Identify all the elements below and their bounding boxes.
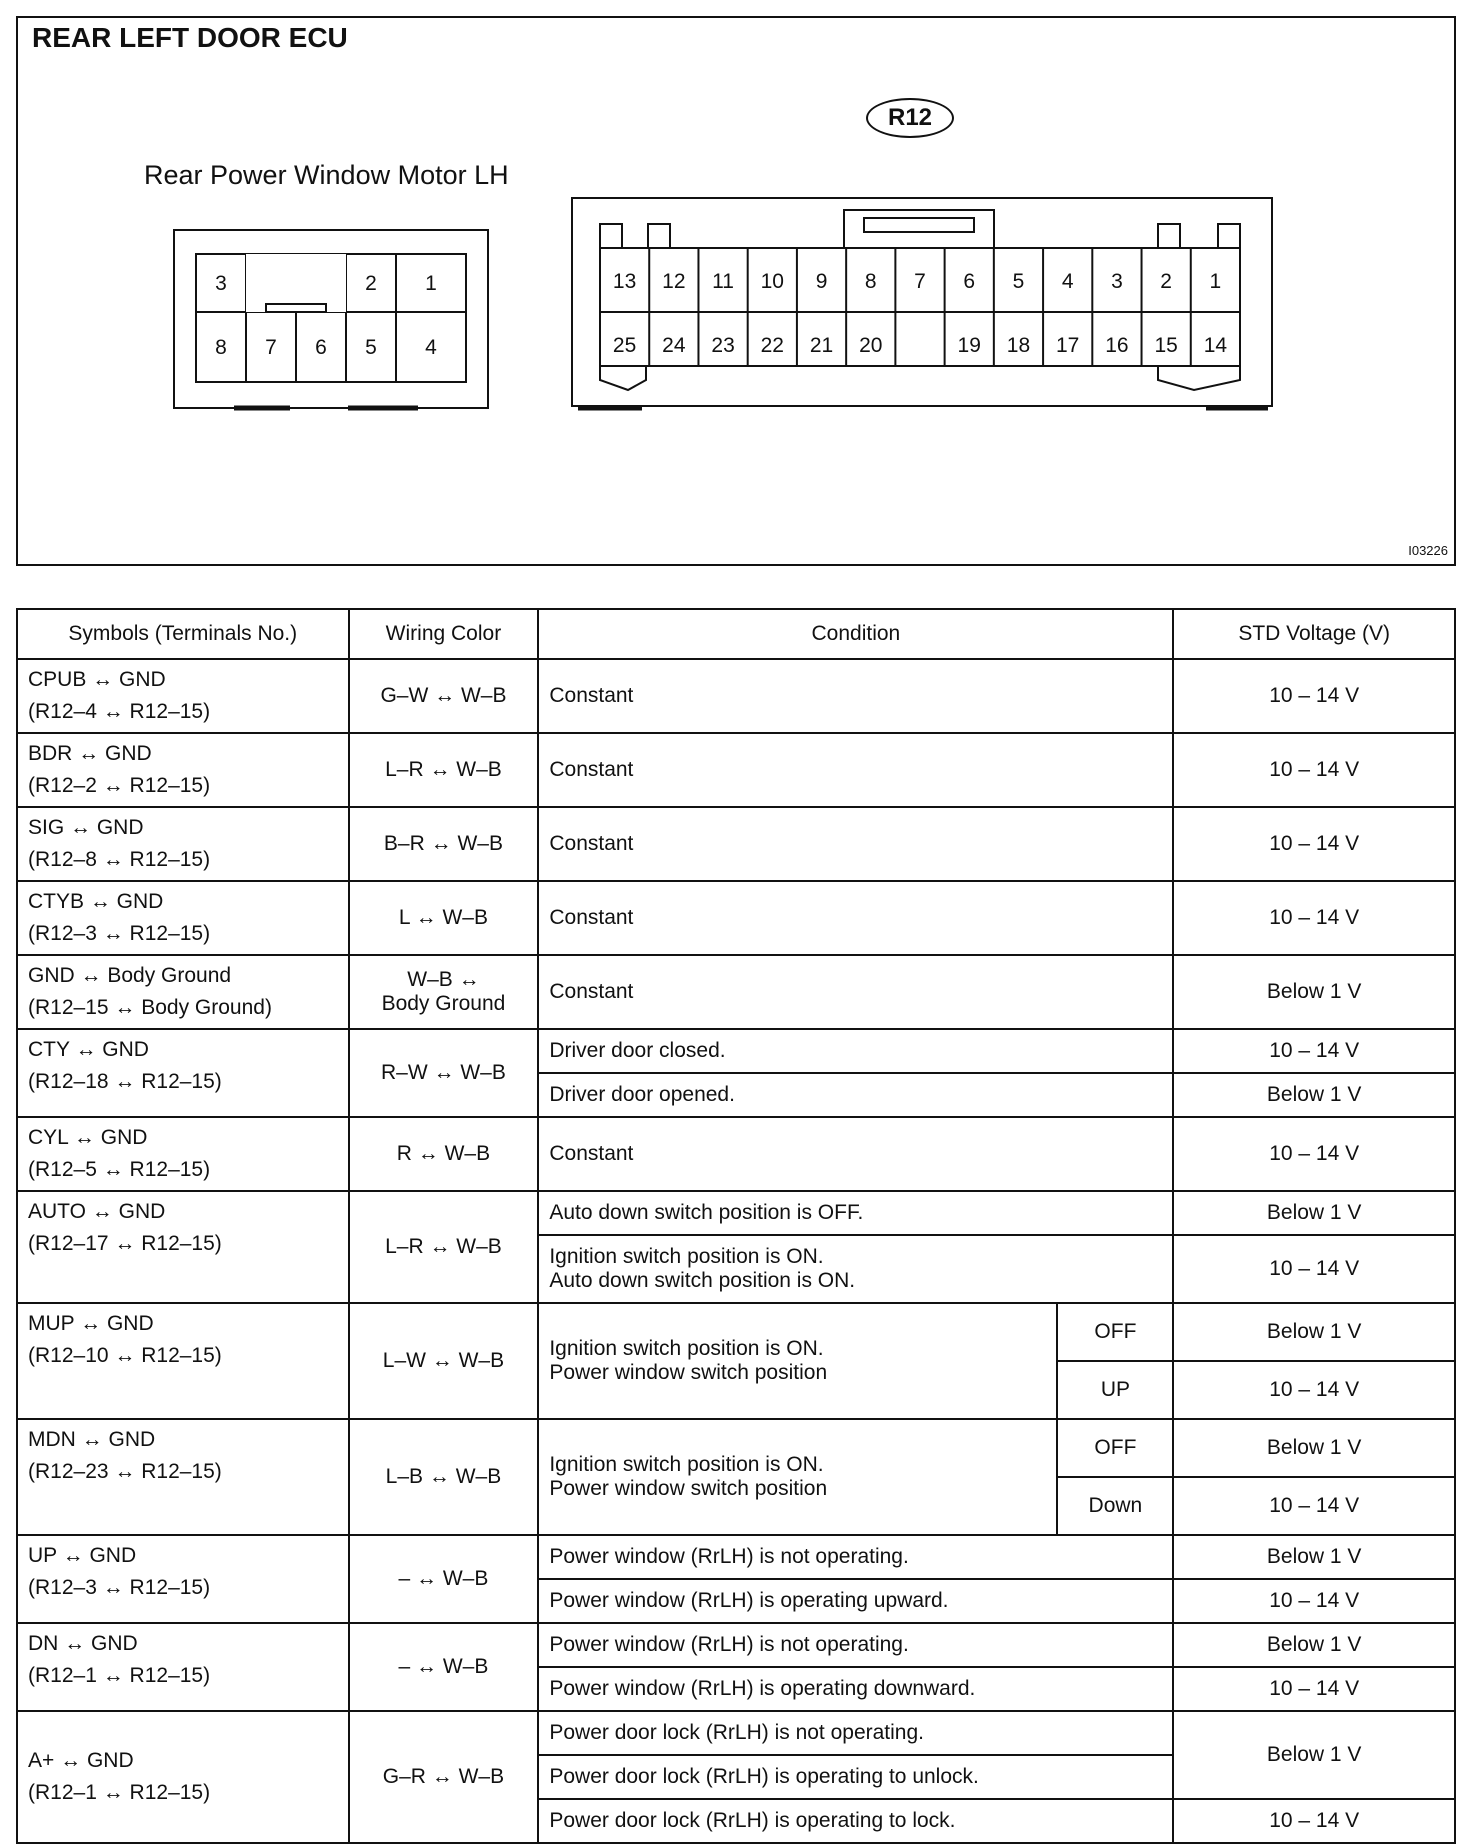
- ecu-pin-label: 18: [1006, 334, 1031, 357]
- ecu-pin-label: 17: [1056, 334, 1080, 357]
- connector-diagram: [16, 16, 1456, 566]
- wiring-cell: G–R ↔ W–B: [349, 1711, 539, 1843]
- wiring-cell: R ↔ W–B: [349, 1117, 539, 1191]
- wiring-cell: R–W ↔ W–B: [349, 1029, 539, 1117]
- symbol-cell: UP ↔ GND (R12–3 ↔ R12–15): [17, 1535, 349, 1623]
- ecu-pin-label: 12: [662, 270, 686, 293]
- ecu-pin-label: 9: [815, 270, 828, 293]
- voltage-cell: Below 1 V: [1173, 1419, 1455, 1477]
- switch-position-cell: OFF: [1057, 1419, 1173, 1477]
- condition-cell: Power door lock (RrLH) is operating to lock.: [538, 1799, 1173, 1843]
- motor-connector-label: Rear Power Window Motor LH: [144, 160, 509, 190]
- switch-position-cell: Down: [1057, 1477, 1173, 1535]
- symbol-cell: CPUB ↔ GND (R12–4 ↔ R12–15): [17, 659, 349, 733]
- ecu-pin-label: 25: [612, 334, 637, 357]
- table-row: [17, 1623, 1455, 1667]
- wiring-cell: L–W ↔ W–B: [349, 1303, 539, 1419]
- header-std-voltage: STD Voltage (V): [1173, 609, 1455, 659]
- switch-position-cell: UP: [1057, 1361, 1173, 1419]
- ecu-pin-label: 2: [1160, 270, 1172, 293]
- condition-cell: Power window (RrLH) is not operating.: [538, 1623, 1173, 1667]
- symbol-cell: MUP ↔ GND (R12–10 ↔ R12–15): [17, 1303, 349, 1419]
- condition-cell: Ignition switch position is ON. Auto down switch position is ON.: [538, 1235, 1173, 1303]
- condition-cell: Power door lock (RrLH) is not operating.: [538, 1711, 1173, 1755]
- connector-drawing: [18, 18, 1454, 564]
- table-row: [17, 1117, 1455, 1191]
- table-row: [17, 955, 1455, 1029]
- wiring-cell: G–W ↔ W–B: [349, 659, 539, 733]
- voltage-cell: 10 – 14 V: [1173, 1477, 1455, 1535]
- motor-pin-label: 3: [215, 272, 227, 295]
- switch-position-cell: OFF: [1057, 1303, 1173, 1361]
- ecu-pin-label: 14: [1203, 334, 1228, 357]
- voltage-cell: 10 – 14 V: [1173, 807, 1455, 881]
- symbol-cell: BDR ↔ GND (R12–2 ↔ R12–15): [17, 733, 349, 807]
- wiring-cell: – ↔ W–B: [349, 1535, 539, 1623]
- table-row: [17, 1535, 1455, 1579]
- symbol-cell: DN ↔ GND (R12–1 ↔ R12–15): [17, 1623, 349, 1711]
- condition-cell: Ignition switch position is ON. Power window switch position: [538, 1303, 1057, 1419]
- header-condition: Condition: [538, 609, 1173, 659]
- symbol-cell: GND ↔ Body Ground (R12–15 ↔ Body Ground): [17, 955, 349, 1029]
- voltage-cell: Below 1 V: [1173, 1711, 1455, 1799]
- table-row: [17, 659, 1455, 733]
- condition-cell: Constant: [538, 1117, 1173, 1191]
- condition-cell: Power window (RrLH) is operating upward.: [538, 1579, 1173, 1623]
- motor-connector: [174, 230, 488, 408]
- ecu-pin-label: 4: [1061, 270, 1074, 293]
- voltage-cell: 10 – 14 V: [1173, 1579, 1455, 1623]
- voltage-cell: 10 – 14 V: [1173, 1235, 1455, 1303]
- condition-cell: Power window (RrLH) is not operating.: [538, 1535, 1173, 1579]
- table-row: [17, 1029, 1455, 1073]
- table-row: [17, 1191, 1455, 1235]
- voltage-cell: 10 – 14 V: [1173, 1667, 1455, 1711]
- wiring-cell: L–B ↔ W–B: [349, 1419, 539, 1535]
- wiring-cell: W–B ↔ Body Ground: [349, 955, 539, 1029]
- condition-cell: Constant: [538, 733, 1173, 807]
- motor-pin-label: 2: [365, 272, 377, 295]
- condition-cell: Constant: [538, 881, 1173, 955]
- wiring-cell: L–R ↔ W–B: [349, 1191, 539, 1303]
- ecu-pin-label: 8: [864, 270, 877, 293]
- condition-cell: Power door lock (RrLH) is operating to unlock.: [538, 1755, 1173, 1799]
- ecu-pin-label: 1: [1209, 270, 1222, 293]
- ecu-pin-label: 11: [712, 270, 734, 293]
- voltage-cell: 10 – 14 V: [1173, 1029, 1455, 1073]
- symbol-cell: AUTO ↔ GND (R12–17 ↔ R12–15): [17, 1191, 349, 1303]
- table-row: [17, 807, 1455, 881]
- voltage-cell: Below 1 V: [1173, 1191, 1455, 1235]
- motor-pin-label: 1: [425, 272, 437, 295]
- voltage-cell: 10 – 14 V: [1173, 1117, 1455, 1191]
- motor-pin-label: 4: [425, 336, 437, 359]
- condition-cell: Ignition switch position is ON. Power window switch position: [538, 1419, 1057, 1535]
- condition-cell: Constant: [538, 807, 1173, 881]
- ecu-pin-label: 19: [957, 334, 981, 357]
- symbol-cell: CTYB ↔ GND (R12–3 ↔ R12–15): [17, 881, 349, 955]
- ecu-connector: [572, 198, 1272, 408]
- ecu-pin-label: 3: [1111, 270, 1123, 293]
- voltage-cell: 10 – 14 V: [1173, 659, 1455, 733]
- voltage-cell: Below 1 V: [1173, 1303, 1455, 1361]
- voltage-cell: Below 1 V: [1173, 1623, 1455, 1667]
- wiring-cell: L–R ↔ W–B: [349, 733, 539, 807]
- condition-cell: Constant: [538, 955, 1173, 1029]
- ecu-pin-label: 13: [612, 270, 637, 293]
- table-row: [17, 1419, 1455, 1477]
- table-row: [17, 733, 1455, 807]
- wiring-cell: – ↔ W–B: [349, 1623, 539, 1711]
- voltage-cell: Below 1 V: [1173, 1535, 1455, 1579]
- symbol-cell: A+ ↔ GND (R12–1 ↔ R12–15): [17, 1711, 349, 1843]
- ecu-pin-label: 23: [711, 334, 735, 357]
- motor-pin-label: 8: [215, 336, 227, 359]
- symbol-cell: MDN ↔ GND (R12–23 ↔ R12–15): [17, 1419, 349, 1535]
- condition-cell: Constant: [538, 659, 1173, 733]
- table-row: [17, 881, 1455, 955]
- condition-cell: Power window (RrLH) is operating downward.: [538, 1667, 1173, 1711]
- header-symbols: Symbols (Terminals No.): [17, 609, 349, 659]
- voltage-cell: 10 – 14 V: [1173, 1799, 1455, 1843]
- ecu-pin-label: 10: [760, 270, 784, 293]
- ecu-pin-labels: [613, 270, 1227, 357]
- diagram-title: REAR LEFT DOOR ECU: [32, 22, 348, 53]
- condition-cell: Auto down switch position is OFF.: [538, 1191, 1173, 1235]
- voltage-cell: Below 1 V: [1173, 955, 1455, 1029]
- table-row: [17, 1711, 1455, 1755]
- ecu-pin-label: 5: [1012, 270, 1025, 293]
- wiring-cell: B–R ↔ W–B: [349, 807, 539, 881]
- connector-id-badge: R12: [866, 98, 954, 138]
- ecu-pin-label: 7: [914, 270, 926, 293]
- voltage-cell: 10 – 14 V: [1173, 1361, 1455, 1419]
- ecu-pin-label: 21: [809, 334, 834, 357]
- voltage-cell: 10 – 14 V: [1173, 733, 1455, 807]
- table-header-row: [17, 609, 1455, 659]
- condition-cell: Driver door closed.: [538, 1029, 1173, 1073]
- ecu-pin-label: 24: [662, 334, 686, 357]
- wiring-cell: L ↔ W–B: [349, 881, 539, 955]
- ecu-pin-label: 20: [859, 334, 883, 357]
- ecu-pin-label: 15: [1154, 334, 1178, 357]
- motor-pin-label: 6: [315, 336, 327, 359]
- ecu-pin-label: 16: [1105, 334, 1129, 357]
- voltage-cell: 10 – 14 V: [1173, 881, 1455, 955]
- header-wiring-color: Wiring Color: [349, 609, 539, 659]
- voltage-cell: Below 1 V: [1173, 1073, 1455, 1117]
- ecu-pin-label: 6: [963, 270, 976, 293]
- symbol-cell: CYL ↔ GND (R12–5 ↔ R12–15): [17, 1117, 349, 1191]
- motor-pin-label: 5: [365, 336, 377, 359]
- symbol-cell: SIG ↔ GND (R12–8 ↔ R12–15): [17, 807, 349, 881]
- table-row: [17, 1303, 1455, 1361]
- terminal-voltage-table: [16, 608, 1456, 1844]
- ecu-pin-label: 22: [760, 334, 784, 357]
- condition-cell: Driver door opened.: [538, 1073, 1173, 1117]
- symbol-cell: CTY ↔ GND (R12–18 ↔ R12–15): [17, 1029, 349, 1117]
- motor-pin-label: 7: [265, 336, 277, 359]
- figure-id: I03226: [1408, 543, 1448, 558]
